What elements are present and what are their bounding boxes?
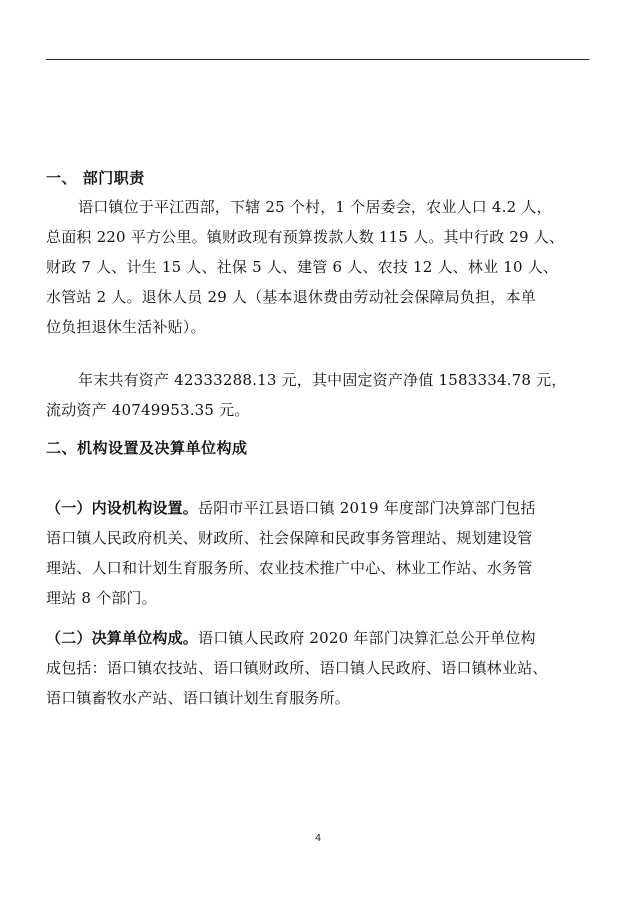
text-line [46,493,536,523]
text-line [46,623,548,653]
paragraph-internal-institutions [46,493,536,613]
header-rule [46,59,589,60]
paragraph-town-overview [46,192,564,342]
paragraph-final-accounts-units [46,623,548,713]
text-line: 语口镇畜牧水产站、语口镇计划生育服务所。 [46,689,351,707]
text-line: 财政 7 人、计生 15 人、社保 5 人、建管 6 人、农技 12 人、林业 10 人、 [46,258,559,276]
section-heading-structure: 二、机构设置及决算单位构成 [46,439,248,457]
subheading-internal-institutions: （一）内设机构设置。 [46,499,199,517]
text-line: 年末共有资产 42333288.13 元，其中固定资产净值 1583334.78 元， [78,371,567,389]
section-heading-duties: 一、 部门职责 [46,169,145,187]
text-line: 成包括：语口镇农技站、语口镇财政所、语口镇人民政府、语口镇林业站、 [46,659,548,677]
subheading-final-accounts-units: （二）决算单位构成。 [46,629,199,647]
text-fragment: 岳阳市平江县语口镇 2019 年度部门决算部门包括 [198,499,536,517]
text-line: 语口镇位于平江西部，下辖 25 个村，1 个居委会，农业人口 4.2 人， [78,198,552,216]
text-line: 水管站 2 人。退休人员 29 人（基本退休费由劳动社会保障局负担，本单 [46,288,536,306]
page-number: 4 [314,833,322,844]
text-line: 流动资产 40749953.35 元。 [46,401,250,419]
text-line: 语口镇人民政府机关、财政所、社会保障和民政事务管理站、规划建设管 [46,529,533,547]
text-line: 理站 8 个部门。 [46,589,157,607]
text-line: 总面积 220 平方公里。镇财政现有预算拨款人数 115 人。其中行政 29 人、 [46,228,565,246]
paragraph-assets [46,365,567,425]
text-line: 理站、人口和计划生育服务所、农业技术推广中心、林业工作站、水务管 [46,559,533,577]
text-line: 位负担退休生活补贴）。 [46,318,206,336]
text-fragment: 语口镇人民政府 2020 年部门决算汇总公开单位构 [198,629,536,647]
